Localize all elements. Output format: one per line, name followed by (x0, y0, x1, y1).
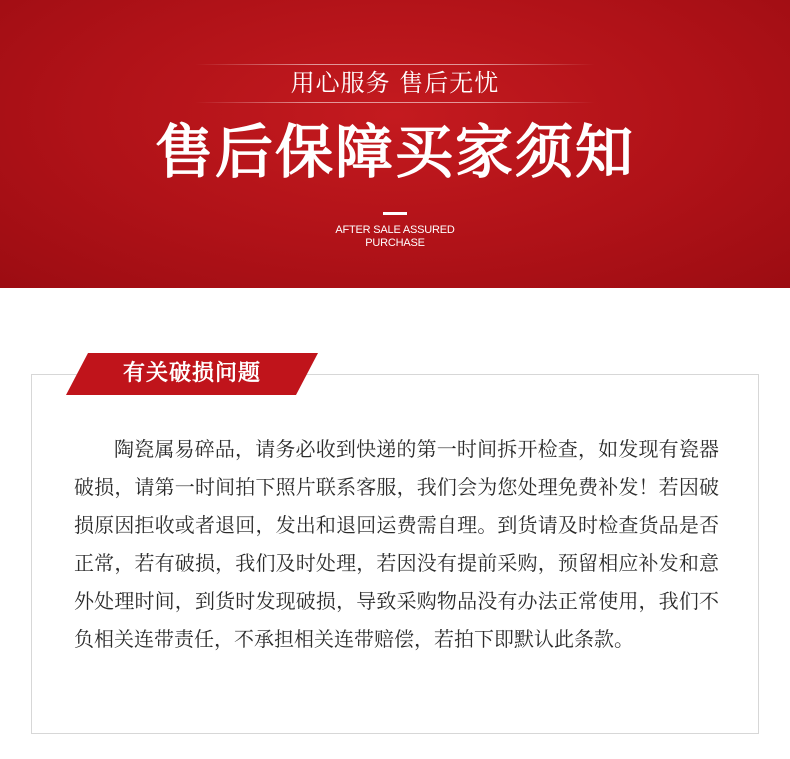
title-dash-divider (383, 212, 407, 215)
notice-body-text: 陶瓷属易碎品，请务必收到快递的第一时间拆开检查，如发现有瓷器破损，请第一时间拍下照片联系客服，我们会为您处理免费补发！若因破损原因拒收或者退回，发出和退回运费需自理。到货请及时检查货品是否正常，若有破损，我们及时处理，若因没有提前采购，预留相应补发和意外处理时间，到货时发现破损，导致采购物品没有办法正常使用，我们不负相关连带责任，不承担相关连带赔偿，若拍下即默认此条款。 (74, 437, 719, 651)
slogan-block (0, 62, 790, 106)
english-subtitle-line1: AFTER SALE ASSURED (335, 224, 455, 236)
slogan-top-divider (195, 64, 595, 65)
slogan-bottom-divider (195, 102, 595, 103)
page-title: 售后保障买家须知 (154, 118, 635, 186)
english-subtitle-line2: PURCHASE (365, 237, 425, 249)
slogan-text: 用心服务 售后无忧 (290, 69, 500, 97)
header-banner (0, 0, 790, 288)
section-heading: 有关破损问题 (122, 361, 261, 386)
english-subtitle (0, 224, 790, 250)
